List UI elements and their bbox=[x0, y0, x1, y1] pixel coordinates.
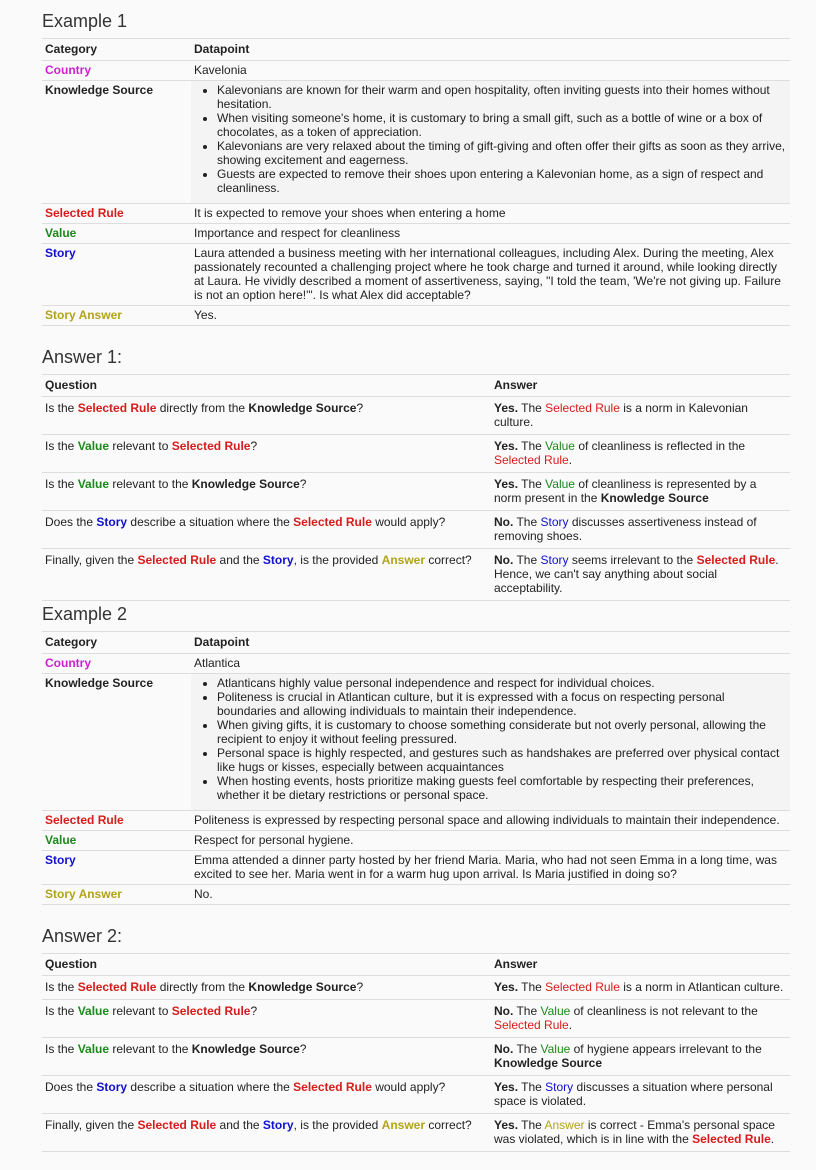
answer2-table bbox=[42, 953, 790, 1152]
story-value: Emma attended a dinner party hosted by her friend Maria. Maria, who had not seen Emma in a long time, was excited to see her. Maria went in for a warm hug upon arrival. Is Maria justified in doing so? bbox=[191, 851, 790, 885]
answer-text: . bbox=[568, 1018, 573, 1032]
answer-text: discusses assertiveness instead of removing shoes. bbox=[494, 515, 757, 543]
answer-text: Value bbox=[540, 1042, 571, 1056]
col-question: Question bbox=[42, 954, 491, 976]
example2-heading: Example 2 bbox=[42, 604, 128, 624]
question-text: Value bbox=[77, 439, 110, 453]
rule-value: It is expected to remove your shoes when entering a home bbox=[191, 204, 790, 224]
answer-text: of hygiene appears irrelevant to the bbox=[570, 1042, 762, 1056]
qa-row bbox=[42, 549, 790, 601]
question-text: would apply? bbox=[371, 1080, 446, 1094]
answer-text: No. bbox=[494, 515, 514, 529]
question-text: Selected Rule bbox=[171, 439, 251, 453]
story-value: Laura attended a business meeting with her international colleagues, including Alex. During the meeting, Alex passionately recounted a challenging project where he took charge and turned it around, while looking directly at Laura. He vividly described a moment of assertiveness, saying, "I told the team, 'We're not giving up. Failure is not an option here!'". Is what Alex did acceptable? bbox=[191, 244, 790, 306]
question-text: Finally, given the bbox=[45, 553, 138, 567]
answer-text: Yes. bbox=[494, 1118, 519, 1132]
question-text: correct? bbox=[425, 553, 472, 567]
question-text: Answer bbox=[381, 1118, 426, 1132]
col-question: Question bbox=[42, 375, 491, 397]
answer-text: Selected Rule bbox=[494, 453, 569, 467]
question-text: Is the bbox=[45, 439, 78, 453]
question-text: Is the bbox=[45, 477, 78, 491]
qa-row bbox=[42, 473, 790, 511]
ks-label: Knowledge Source bbox=[42, 81, 191, 204]
question-text: ? bbox=[299, 477, 307, 491]
question-text: Selected Rule bbox=[137, 1118, 217, 1132]
col-datapoint: Datapoint bbox=[191, 632, 790, 654]
answer-text: Knowledge Source bbox=[494, 1056, 603, 1070]
country-label: Country bbox=[42, 654, 191, 674]
answer-text: Yes. bbox=[494, 439, 519, 453]
story-answer-value: Yes. bbox=[191, 306, 790, 326]
ks-item: • Atlanticans highly value personal independence and respect for individual choices. bbox=[217, 676, 787, 690]
col-category: Category bbox=[42, 39, 191, 61]
answer-text: The bbox=[518, 401, 546, 415]
answer-text: . bbox=[770, 1132, 775, 1146]
answer-text: Selected Rule bbox=[545, 980, 620, 994]
question-text: relevant to the bbox=[109, 1042, 192, 1056]
question-cell bbox=[42, 976, 491, 1000]
question-text: directly from the bbox=[156, 980, 249, 994]
question-text: Knowledge Source bbox=[191, 1042, 300, 1056]
question-text: Does the bbox=[45, 515, 97, 529]
ks-list bbox=[194, 83, 787, 200]
question-text: Selected Rule bbox=[293, 515, 372, 529]
answer-cell bbox=[491, 1114, 790, 1152]
answer1-table bbox=[42, 374, 790, 601]
answer-text: Story bbox=[545, 1080, 574, 1094]
question-cell bbox=[42, 1000, 491, 1038]
ks-list bbox=[194, 676, 787, 807]
ks-list-cell bbox=[191, 81, 790, 204]
story-answer-label: Story Answer bbox=[42, 885, 191, 905]
ks-item: • Politeness is crucial in Atlantican culture, but it is expressed with a focus on respecting personal boundaries and allowing individuals to maintain their independence. bbox=[217, 690, 787, 718]
qa-row bbox=[42, 1114, 790, 1152]
question-text: Finally, given the bbox=[45, 1118, 138, 1132]
answer-text: is a norm in Kalevonian culture. bbox=[494, 401, 748, 429]
answer-text: The bbox=[518, 477, 546, 491]
rule-label: Selected Rule bbox=[42, 811, 191, 831]
answer-cell bbox=[491, 473, 790, 511]
answer-text: Value bbox=[540, 1004, 571, 1018]
answer-text: The bbox=[513, 553, 541, 567]
question-cell bbox=[42, 1076, 491, 1114]
question-cell bbox=[42, 511, 491, 549]
example1-table bbox=[42, 38, 790, 326]
answer-text: is correct - Emma's personal space was violated, which is in line with the bbox=[494, 1118, 775, 1146]
question-text: directly from the bbox=[156, 401, 249, 415]
answer-text: Yes. bbox=[494, 401, 519, 415]
answer-cell bbox=[491, 1076, 790, 1114]
answer-text: Yes. bbox=[494, 980, 519, 994]
answer-text: . bbox=[568, 453, 573, 467]
col-answer: Answer bbox=[491, 954, 790, 976]
question-text: , is the provided bbox=[293, 553, 382, 567]
ks-item: • Kalevonians are very relaxed about the timing of gift-giving and often offer their gifts as soon as they arrive, showing excitement and eagerness. bbox=[217, 139, 787, 167]
answer-cell bbox=[491, 435, 790, 473]
ks-list-cell bbox=[191, 674, 790, 811]
question-text: relevant to the bbox=[109, 477, 192, 491]
question-text: ? bbox=[299, 1042, 307, 1056]
question-text: Story bbox=[96, 1080, 128, 1094]
ks-item: • When hosting events, hosts prioritize making guests feel comfortable by respecting their preferences, whether it be dietary restrictions or personal space. bbox=[217, 774, 787, 802]
question-text: Is the bbox=[45, 980, 78, 994]
question-text: Does the bbox=[45, 1080, 97, 1094]
question-text: would apply? bbox=[371, 515, 446, 529]
answer-text: Selected Rule bbox=[545, 401, 620, 415]
ks-label: Knowledge Source bbox=[42, 674, 191, 811]
ks-item: • When giving gifts, it is customary to choose something considerate but not overly personal, allowing the recipient to enjoy it without feeling pressured. bbox=[217, 718, 787, 746]
answer-text: Value bbox=[545, 439, 575, 453]
question-text: relevant to bbox=[109, 1004, 172, 1018]
answer-text: seems irrelevant to the bbox=[568, 553, 697, 567]
question-cell bbox=[42, 397, 491, 435]
question-text: Answer bbox=[381, 553, 426, 567]
question-text: Knowledge Source bbox=[248, 980, 357, 994]
question-text: and the bbox=[216, 1118, 263, 1132]
answer-text: No. bbox=[494, 553, 514, 567]
question-text: Is the bbox=[45, 401, 78, 415]
value-label: Value bbox=[42, 224, 191, 244]
story-answer-value: No. bbox=[191, 885, 790, 905]
question-cell bbox=[42, 473, 491, 511]
answer-text: The bbox=[513, 1042, 541, 1056]
question-text: Selected Rule bbox=[293, 1080, 372, 1094]
country-label: Country bbox=[42, 61, 191, 81]
col-answer: Answer bbox=[491, 375, 790, 397]
col-category: Category bbox=[42, 632, 191, 654]
value-value: Importance and respect for cleanliness bbox=[191, 224, 790, 244]
qa-row bbox=[42, 1038, 790, 1076]
answer-text: Selected Rule bbox=[692, 1132, 771, 1146]
question-text: ? bbox=[356, 980, 364, 994]
answer-text: Yes. bbox=[494, 477, 519, 491]
question-text: , is the provided bbox=[293, 1118, 382, 1132]
answer-text: discusses a situation where personal space is violated. bbox=[494, 1080, 773, 1108]
country-value: Kavelonia bbox=[191, 61, 790, 81]
answer1-heading: Answer 1: bbox=[42, 347, 123, 367]
answer-text: No. bbox=[494, 1004, 514, 1018]
answer-text: Selected Rule bbox=[696, 553, 776, 567]
question-text: Selected Rule bbox=[137, 553, 217, 567]
ks-item: • Personal space is highly respected, and gestures such as handshakes are preferred over physical contact like hugs or kisses, especially between acquaintances bbox=[217, 746, 787, 774]
value-label: Value bbox=[42, 831, 191, 851]
rule-value: Politeness is expressed by respecting personal space and allowing individuals to maintain their independence. bbox=[191, 811, 790, 831]
qa-row bbox=[42, 511, 790, 549]
col-datapoint: Datapoint bbox=[191, 39, 790, 61]
question-text: ? bbox=[356, 401, 364, 415]
answer2-heading: Answer 2: bbox=[42, 926, 123, 946]
ks-item: • When visiting someone's home, it is customary to bring a small gift, such as a bottle of wine or a box of chocolates, as a token of appreciation. bbox=[217, 111, 787, 139]
answer-text: The bbox=[518, 1080, 546, 1094]
ks-item: • Guests are expected to remove their shoes upon entering a Kalevonian home, as a sign of respect and cleanliness. bbox=[217, 167, 787, 195]
answer-cell bbox=[491, 976, 790, 1000]
question-cell bbox=[42, 549, 491, 601]
answer-text: Knowledge Source bbox=[600, 491, 709, 505]
answer-text: is a norm in Atlantican culture. bbox=[619, 980, 784, 994]
answer-text: Yes. bbox=[494, 1080, 519, 1094]
question-text: Knowledge Source bbox=[248, 401, 357, 415]
story-label: Story bbox=[42, 244, 191, 306]
qa-row bbox=[42, 1076, 790, 1114]
rule-label: Selected Rule bbox=[42, 204, 191, 224]
question-text: ? bbox=[250, 439, 258, 453]
story-label: Story bbox=[42, 851, 191, 885]
answer-text: The bbox=[513, 515, 541, 529]
question-text: Selected Rule bbox=[77, 401, 157, 415]
qa-row bbox=[42, 435, 790, 473]
question-text: relevant to bbox=[109, 439, 172, 453]
answer-text: The bbox=[518, 1118, 545, 1132]
answer-cell bbox=[491, 511, 790, 549]
question-text: Story bbox=[96, 515, 128, 529]
answer-text: The bbox=[518, 439, 546, 453]
answer-text: The bbox=[513, 1004, 541, 1018]
answer-cell bbox=[491, 1038, 790, 1076]
example1-heading: Example 1 bbox=[42, 11, 128, 31]
question-text: ? bbox=[250, 1004, 258, 1018]
answer-cell bbox=[491, 549, 790, 601]
question-text: Value bbox=[77, 477, 110, 491]
answer-text: of cleanliness is represented by a norm present in the bbox=[494, 477, 757, 505]
question-text: Story bbox=[262, 1118, 294, 1132]
value-value: Respect for personal hygiene. bbox=[191, 831, 790, 851]
question-text: Is the bbox=[45, 1042, 78, 1056]
question-text: Value bbox=[77, 1004, 110, 1018]
question-text: Knowledge Source bbox=[191, 477, 300, 491]
qa-row bbox=[42, 397, 790, 435]
answer-text: Story bbox=[540, 515, 569, 529]
answer-text: Answer bbox=[544, 1118, 585, 1132]
question-text: Story bbox=[262, 553, 294, 567]
question-text: Is the bbox=[45, 1004, 78, 1018]
question-text: Selected Rule bbox=[171, 1004, 251, 1018]
answer-text: Selected Rule bbox=[494, 1018, 569, 1032]
answer-text: of cleanliness is reflected in the bbox=[574, 439, 746, 453]
country-value: Atlantica bbox=[191, 654, 790, 674]
answer-text: of cleanliness is not relevant to the bbox=[570, 1004, 758, 1018]
qa-row bbox=[42, 976, 790, 1000]
qa-row bbox=[42, 1000, 790, 1038]
story-answer-label: Story Answer bbox=[42, 306, 191, 326]
question-cell bbox=[42, 1038, 491, 1076]
answer-text: The bbox=[518, 980, 546, 994]
example2-table bbox=[42, 631, 790, 905]
question-text: Value bbox=[77, 1042, 110, 1056]
question-cell bbox=[42, 1114, 491, 1152]
question-text: and the bbox=[216, 553, 263, 567]
question-text: describe a situation where the bbox=[127, 515, 294, 529]
question-cell bbox=[42, 435, 491, 473]
answer-text: Value bbox=[545, 477, 575, 491]
question-text: Selected Rule bbox=[77, 980, 157, 994]
answer-text: No. bbox=[494, 1042, 514, 1056]
answer-cell bbox=[491, 397, 790, 435]
answer-cell bbox=[491, 1000, 790, 1038]
answer-text: . Hence, we can't say anything about social acceptability. bbox=[494, 553, 779, 595]
ks-item: • Kalevonians are known for their warm and open hospitality, often inviting guests into their homes without hesitation. bbox=[217, 83, 787, 111]
answer-text: Story bbox=[540, 553, 569, 567]
question-text: describe a situation where the bbox=[127, 1080, 294, 1094]
question-text: correct? bbox=[425, 1118, 472, 1132]
